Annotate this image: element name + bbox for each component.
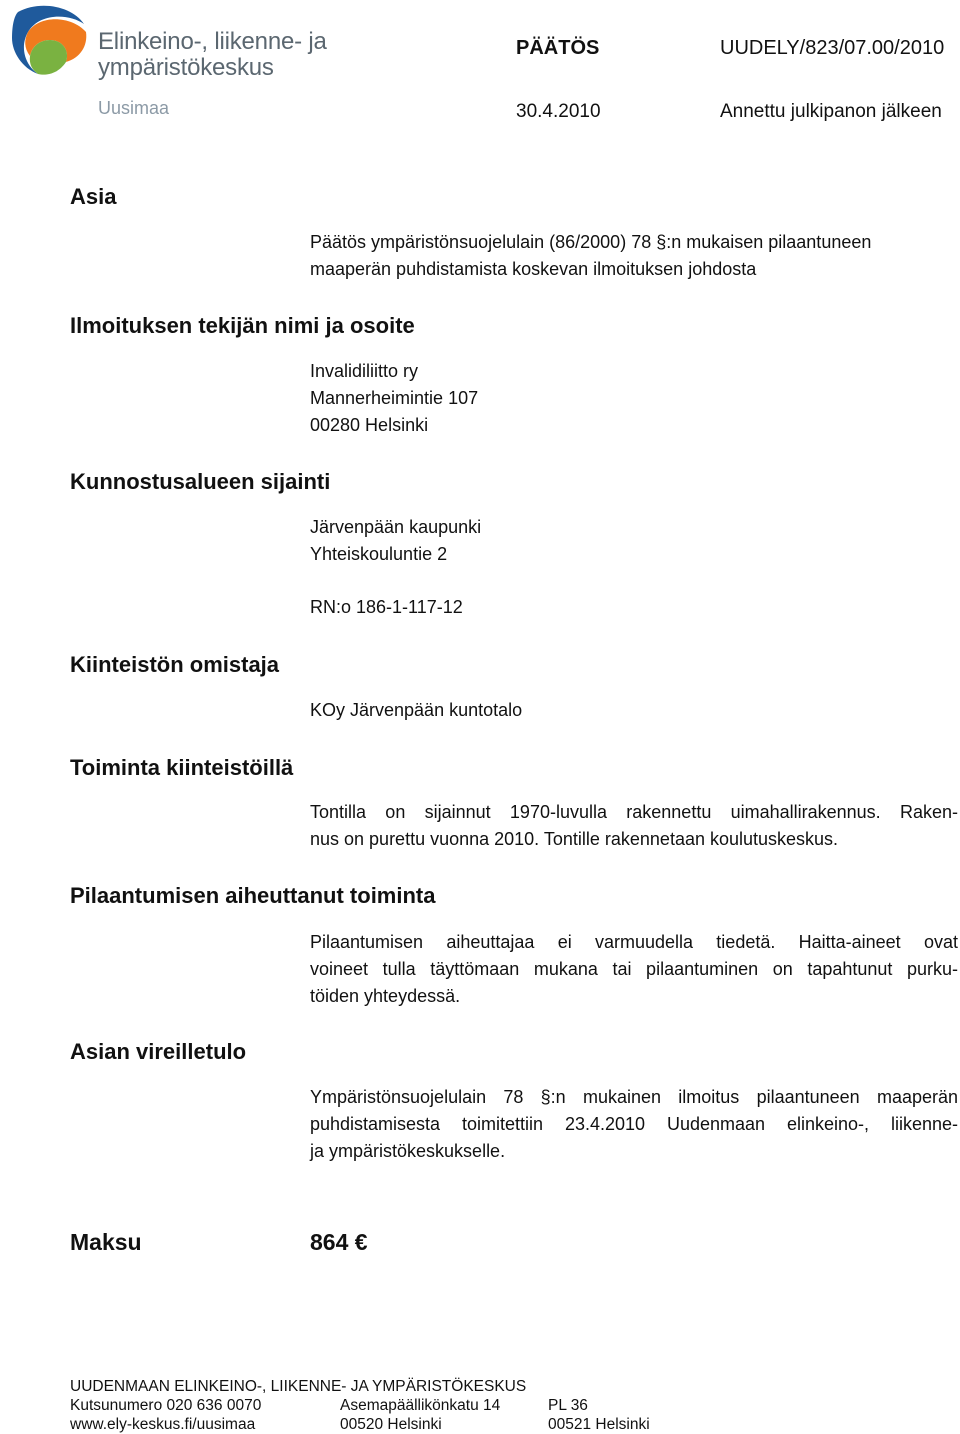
footer-phone: Kutsunumero 020 636 0070 [70, 1397, 262, 1414]
vireilletulo-line-1: Ympäristönsuojelulain 78 §:n mukainen ilmoitus pilaantuneen maaperän [310, 1087, 958, 1107]
footer-org: UUDENMAAN ELINKEINO-, LIIKENNE- JA YMPÄRISTÖKESKUS [70, 1378, 527, 1395]
heading-ilmoittaja: Ilmoituksen tekijän nimi ja osoite [70, 313, 415, 338]
ilmoittaja-postal: 00280 Helsinki [310, 415, 429, 435]
pilaantuminen-line-3: töiden yhteydessä. [310, 985, 461, 1006]
sijainti-rn: RN:o 186-1-117-12 [310, 597, 463, 617]
toiminta-paragraph [310, 799, 958, 853]
document-status: Annettu julkipanon jälkeen [720, 101, 942, 122]
heading-omistaja: Kiinteistön omistaja [70, 652, 280, 677]
pilaantuminen-line-2: voineet tulla täyttömaan mukana tai pilaantuminen on tapahtunut purku- [310, 958, 958, 979]
asia-line-2: maaperän puhdistamista koskevan ilmoituksen johdosta [310, 259, 757, 279]
footer-street-postal: 00520 Helsinki [340, 1416, 442, 1433]
heading-pilaantuminen: Pilaantumisen aiheuttanut toiminta [70, 883, 436, 908]
document-date: 30.4.2010 [516, 101, 601, 122]
heading-vireilletulo: Asian vireilletulo [70, 1039, 247, 1064]
region-label: Uusimaa [98, 98, 170, 118]
footer-street: Asemapäällikönkatu 14 [340, 1397, 501, 1414]
vireilletulo-line-3: ja ympäristökeskukselle. [310, 1140, 506, 1161]
fee-value: 864 € [310, 1229, 368, 1255]
sijainti-street: Yhteiskouluntie 2 [310, 544, 448, 564]
heading-toiminta: Toiminta kiinteistöillä [70, 755, 294, 780]
org-name-line2: ympäristökeskus [98, 54, 274, 81]
toiminta-line-2: nus on purettu vuonna 2010. Tontille rakennetaan koulutuskeskus. [310, 828, 839, 849]
toiminta-line-1: Tontilla on sijainnut 1970-luvulla rakennettu uimahallirakennus. Raken- [310, 802, 958, 822]
document-type: PÄÄTÖS [516, 37, 600, 59]
vireilletulo-paragraph [310, 1084, 958, 1164]
ely-logo-icon [10, 2, 90, 90]
heading-sijainti: Kunnostusalueen sijainti [70, 469, 331, 494]
ilmoittaja-street: Mannerheimintie 107 [310, 388, 479, 408]
footer-pobox: PL 36 [548, 1397, 588, 1414]
footer-web: www.ely-keskus.fi/uusimaa [70, 1416, 256, 1433]
omistaja-name: KOy Järvenpään kuntotalo [310, 700, 523, 720]
pilaantuminen-line-1: Pilaantumisen aiheuttajaa ei varmuudella tiedetä. Haitta-aineet ovat [310, 932, 958, 952]
pilaantuminen-paragraph [310, 929, 958, 1009]
document-id: UUDELY/823/07.00/2010 [720, 37, 945, 59]
sijainti-city: Järvenpään kaupunki [310, 517, 482, 537]
footer-pobox-postal: 00521 Helsinki [548, 1416, 650, 1433]
asia-line-1: Päätös ympäristönsuojelulain (86/2000) 78 §:n mukaisen pilaantuneen [310, 232, 872, 252]
vireilletulo-line-2: puhdistamisesta toimitettiin 23.4.2010 Uudenmaan elinkeino-, liikenne- [310, 1113, 958, 1134]
heading-asia: Asia [70, 184, 117, 209]
org-name-line1: Elinkeino-, liikenne- ja [98, 28, 327, 55]
fee-label: Maksu [70, 1229, 142, 1255]
ilmoittaja-name: Invalidiliitto ry [310, 361, 419, 381]
